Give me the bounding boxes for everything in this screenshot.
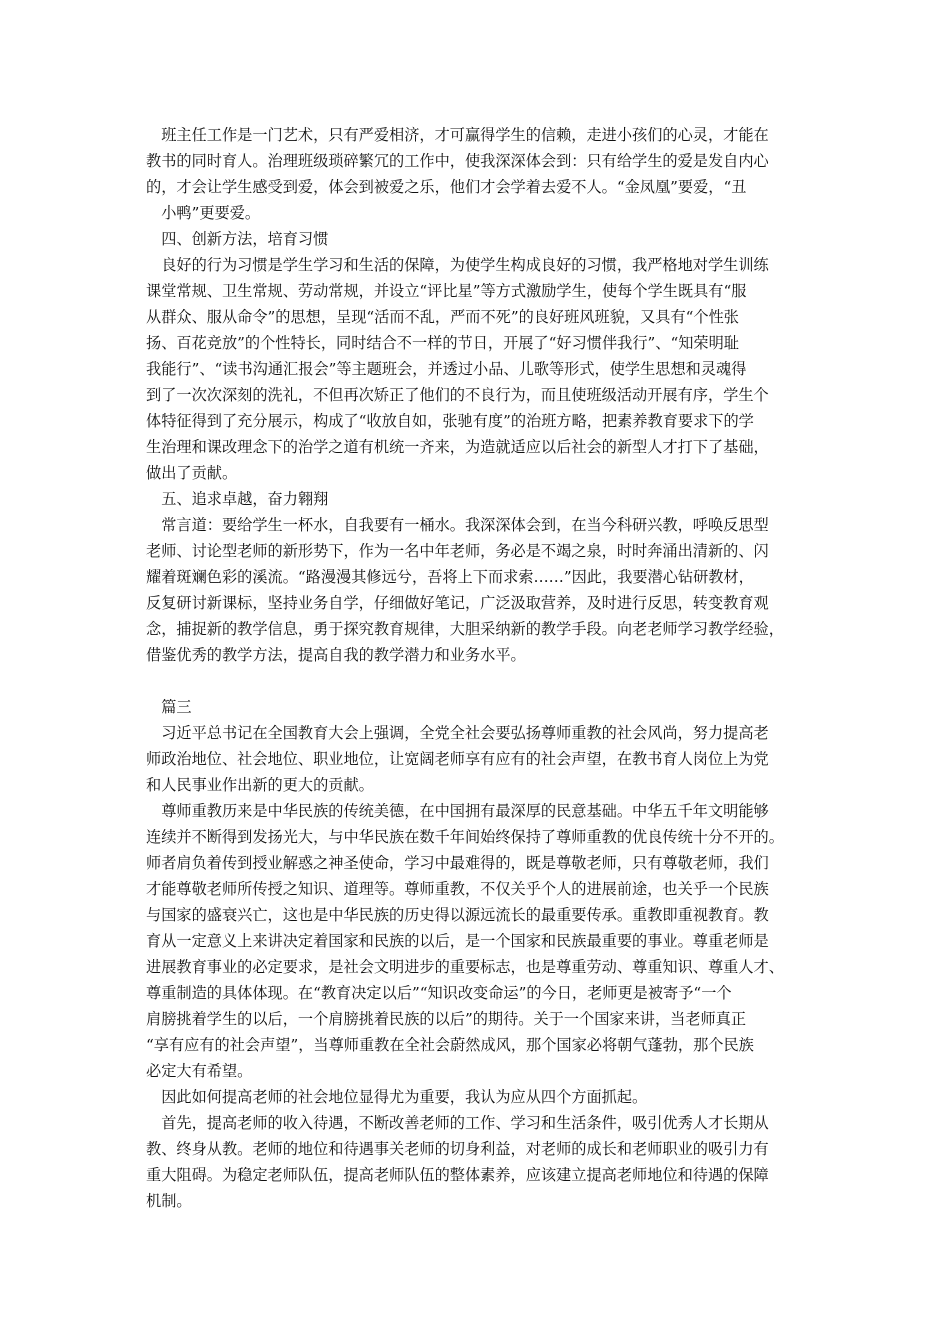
paragraph [146,252,811,486]
text-line: 课堂常规、卫生常规、劳动常规，并设立“评比星”等方式激励学生，使每个学生既具有“服 [146,282,747,300]
text-line: 机制。 [146,1192,192,1210]
text-line: 良好的行为习惯是学生学习和生活的保障，为使学生构成良好的习惯，我严格地对学生训练 [146,256,769,274]
text-line [146,668,811,694]
text-line: 体特征得到了充分展示，构成了“收放自如，张驰有度”的治班方略，把素养教育要求下的学 [146,412,754,430]
text-line: 师者肩负着传到授业解惑之神圣使命，学习中最难得的，既是尊敬老师，只有尊敬老师，我们 [146,854,769,872]
text-line: 教书的同时育人。治理班级琐碎繁冗的工作中，使我深深体会到：只有给学生的爱是发自内心 [146,152,769,170]
text-line: 才能尊敬老师所传授之知识、道理等。尊师重教，不仅关乎个人的进展前途，也关乎一个民族 [146,880,769,898]
text-line: 肩膀挑着学生的以后，一个肩膀挑着民族的以后”的期待。关于一个国家来讲，当老师真正 [146,1010,747,1028]
text-line: 常言道：要给学生一杯水，自我要有一桶水。我深深体会到，在当今科研兴教，呼唤反思型 [146,516,769,534]
text-line: 耀着斑斓色彩的溪流。“路漫漫其修远兮，吾将上下而求索……”因此，我要潜心钻研教材， [146,568,754,586]
text-line: 进展教育事业的必定要求，是社会文明进步的重要标志，也是尊重劳动、尊重知识、尊重人才、 [146,958,784,976]
text-line: 反复研讨新课标，坚持业务自学，仔细做好笔记，广泛汲取营养，及时进行反思，转变教育观 [146,594,769,612]
text-line: 连续并不断得到发扬光大，与中华民族在数千年间始终保持了尊师重教的优良传统十分不开的。 [146,828,784,846]
text-line: 育从一定意义上来讲决定着国家和民族的以后，是一个国家和民族最重要的事业。尊重老师是 [146,932,769,950]
text-line: 重大阻碍。为稳定老师队伍，提高老师队伍的整体素养，应该建立提高老师地位和待遇的保障 [146,1166,769,1184]
paragraph [146,798,811,1084]
text-line: 班主任工作是一门艺术，只有严爱相济，才可赢得学生的信赖，走进小孩们的心灵，才能在 [146,126,769,144]
text-line: 师政治地位、社会地位、职业地位，让宽阔老师享有应有的社会声望，在教书育人岗位上为党 [146,750,769,768]
text-line: 从群众、服从命令”的思想，呈现“活而不乱，严而不死”的良好班风班貌，又具有“个性张 [146,308,739,326]
text-line: 四、创新方法，培育习惯 [146,230,329,248]
text-line: 篇三 [146,698,192,716]
text-line: 到了一次次深刻的洗礼，不但再次矫正了他们的不良行为，而且使班级活动开展有序，学生个 [146,386,769,404]
section-heading [146,486,811,512]
text-line: 因此如何提高老师的社会地位显得尤为重要，我认为应从四个方面抓起。 [146,1088,648,1106]
blank-line [146,668,811,694]
text-line: 的，才会让学生感受到爱，体会到被爱之乐，他们才会学着去爱不人。“金凤凰”要爱，“丑 [146,178,747,196]
section-heading [146,694,811,720]
document-page [146,122,811,1214]
text-line: 扬、百花竞放”的个性特长，同时结合不一样的节日，开展了“好习惯伴我行”、“知荣明耻 [146,334,739,352]
paragraph [146,1084,811,1110]
text-line: “享有应有的社会声望”，当尊师重教在全社会蔚然成风，那个国家必将朝气蓬勃，那个民族 [146,1036,754,1054]
text-line: 做出了贡献。 [146,464,238,482]
paragraph [146,122,811,226]
document-body [146,122,811,1214]
text-line: 老师、讨论型老师的新形势下，作为一名中年老师，务必是不竭之泉，时时奔涌出清新的、闪 [146,542,769,560]
text-line: 首先，提高老师的收入待遇，不断改善老师的工作、学习和生活条件，吸引优秀人才长期从 [146,1114,769,1132]
text-line: 和人民事业作出新的更大的贡献。 [146,776,374,794]
text-line: 念，捕捉新的教学信息，勇于探究教育规律，大胆采纳新的教学手段。向老老师学习教学经验， [146,620,784,638]
text-line: 小鸭”更要爱。 [146,204,261,222]
text-line: 我能行”、“读书沟通汇报会”等主题班会，并透过小品、儿歌等形式，使学生思想和灵魂得 [146,360,747,378]
paragraph [146,720,811,798]
text-line: 借鉴优秀的教学方法，提高自我的教学潜力和业务水平。 [146,646,526,664]
text-line: 教、终身从教。老师的地位和待遇事关老师的切身利益，对老师的成长和老师职业的吸引力有 [146,1140,769,1158]
text-line: 必定大有希望。 [146,1062,253,1080]
text-line: 尊师重教历来是中华民族的传统美德，在中国拥有最深厚的民意基础。中华五千年文明能够 [146,802,769,820]
section-heading [146,226,811,252]
text-line: 习近平总书记在全国教育大会上强调，全党全社会要弘扬尊师重教的社会风尚，努力提高老 [146,724,769,742]
text-line: 五、追求卓越，奋力翱翔 [146,490,329,508]
text-line: 生治理和课改理念下的治学之道有机统一齐来，为造就适应以后社会的新型人才打下了基础， [146,438,769,456]
text-line: 尊重制造的具体体现。在“教育决定以后”“知识改变命运”的今日，老师更是被寄予“一个 [146,984,732,1002]
paragraph [146,512,811,668]
text-line: 与国家的盛衰兴亡，这也是中华民族的历史得以源远流长的最重要传承。重教即重视教育。教 [146,906,769,924]
paragraph [146,1110,811,1214]
